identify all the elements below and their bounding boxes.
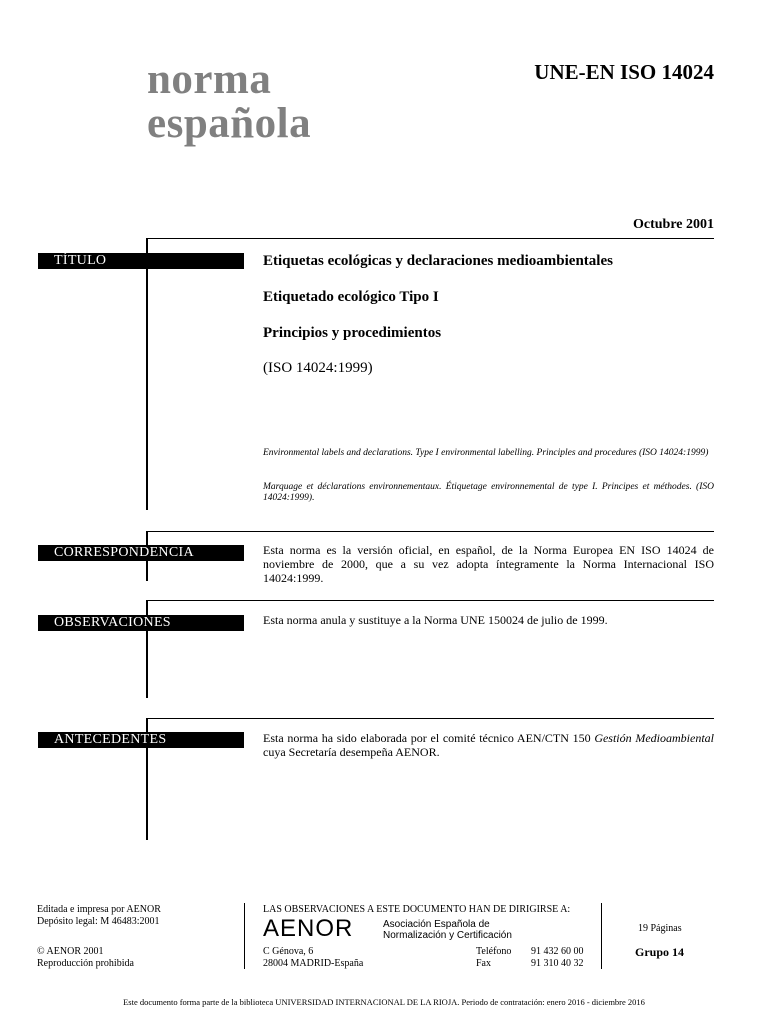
section-label-observaciones: OBSERVACIONES [38,615,244,631]
divider-correspondencia [147,531,714,532]
divider-antecedentes [147,718,714,719]
footer-reproduccion: Reproducción prohibida [37,958,134,969]
footer-divider-right [601,903,602,969]
french-title: Marquage et déclarations environnementaux. Étiquetage environnemental de type I. Principes et méthodes. (ISO 14024:1999). [263,482,714,503]
footer-divider-left [244,903,245,969]
page-count: 19 Páginas [638,923,682,934]
aenor-name-line-2: Normalización y Certificación [383,930,512,941]
iso-reference: (ISO 14024:1999) [263,360,373,376]
title-line-1: Etiquetas ecológicas y declaraciones medioambientales [263,253,613,269]
footer-address-1: C Génova, 6 [263,946,314,957]
antecedentes-committee-name: Gestión Medioambiental [594,731,714,745]
section-label-antecedentes: ANTECEDENTES [38,732,244,748]
aenor-full-name [383,919,512,941]
english-title: Environmental labels and declarations. Type I environmental labelling. Principles and procedures (ISO 14024:1999) [263,448,709,458]
footer-copyright: © AENOR 2001 [37,946,104,957]
divider-titulo [147,238,714,239]
section-label-titulo: TÍTULO [38,253,244,269]
antecedentes-text [263,731,714,759]
aenor-logo: AENOR [263,915,354,942]
footer-fax-label: Fax [476,958,491,969]
observaciones-text: Esta norma anula y sustituye a la Norma UNE 150024 de julio de 1999. [263,613,608,627]
brand-line-1: norma [147,56,272,103]
title-line-2: Etiquetado ecológico Tipo I [263,289,439,305]
standard-code: UNE-EN ISO 14024 [534,60,714,84]
footer-telefono-label: Teléfono [476,946,512,957]
divider-observaciones [147,600,714,601]
antecedentes-text-after: cuya Secretaría desempeña AENOR. [263,745,440,759]
vertical-bar-titulo [146,238,148,510]
antecedentes-text-before: Esta norma ha sido elaborada por el comité técnico AEN/CTN 150 [263,731,595,745]
title-line-3: Principios y procedimientos [263,325,442,341]
footer-address-2: 28004 MADRID-España [263,958,364,969]
group-number: Grupo 14 [635,945,685,959]
aenor-name-line-1: Asociación Española de [383,919,490,930]
publication-date: Octubre 2001 [632,217,714,232]
brand-title [147,58,311,146]
footer-telefono: 91 432 60 00 [531,946,584,957]
library-notice: Este documento forma parte de la biblioteca UNIVERSIDAD INTERNACIONAL DE LA RIOJA. Periodo de contratación: enero 2016 - diciembre 2016 [123,997,645,1007]
footer-fax: 91 310 40 32 [531,958,584,969]
correspondencia-text: Esta norma es la versión oficial, en español, de la Norma Europea EN ISO 14024 de noviembre de 2000, que a su vez adopta íntegramente la Norma Internacional ISO 14024:1999. [263,543,714,585]
footer-deposito: Depósito legal: M 46483:2001 [37,916,160,927]
footer-editada: Editada e impresa por AENOR [37,904,161,915]
brand-line-2: española [147,100,312,147]
section-label-correspondencia: CORRESPONDENCIA [38,545,244,561]
footer-observaciones-dirigirse: LAS OBSERVACIONES A ESTE DOCUMENTO HAN DE DIRIGIRSE A: [263,904,571,915]
